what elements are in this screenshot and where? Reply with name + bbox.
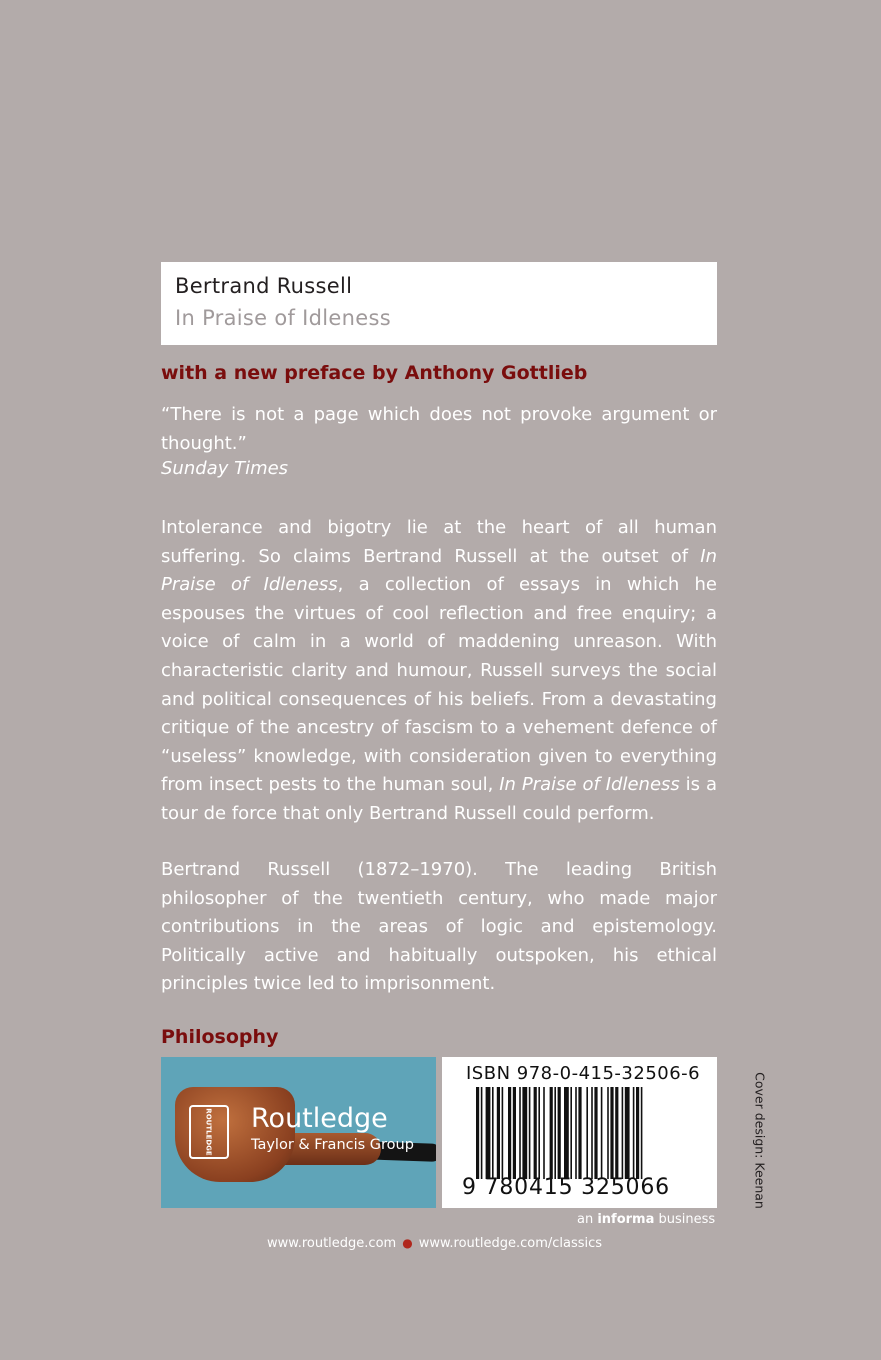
author-bio: Bertrand Russell (1872–1970). The leading British philosopher of the twentieth century, who made major contributions in the areas of logic and epistemology. Politically active and habitually outspoken, his ethical principles twice led to imprisonment. [161, 859, 717, 995]
quote-source: Sunday Times [161, 458, 289, 479]
review-quote: “There is not a page which does not provoke argument or thought.” [161, 404, 717, 454]
description-title-2: In Praise of Idleness [499, 774, 680, 796]
description-text-2: , a collection of essays in which he espouses the virtues of cool reflection and free enquiry; a voice of calm in a world of maddening unreason. With characteristic clarity and humour, Russell surveys the social and political consequences of his beliefs. From a devastating critique of the ancestry of fascism to a vehement defence of “useless” knowledge, with consideration given to everything from insect pests to the human soul, [161, 574, 717, 796]
publisher-group: Taylor & Francis Group [251, 1137, 414, 1153]
author-name: Bertrand Russell [175, 274, 353, 298]
routledge-logo-icon [189, 1105, 229, 1159]
publisher-logo-panel [161, 1057, 436, 1208]
description-paragraph [161, 514, 717, 829]
informa-brand: informa [597, 1212, 655, 1227]
url-routledge[interactable]: www.routledge.com [267, 1236, 397, 1251]
informa-tagline [577, 1212, 715, 1227]
book-title: In Praise of Idleness [175, 306, 391, 330]
url-classics[interactable]: www.routledge.com/classics [418, 1236, 603, 1251]
description-text-3: is a tour de force that only Bertrand Russell could perform. [161, 774, 717, 824]
bullet-icon: ● [402, 1236, 413, 1250]
subject-category: Philosophy [161, 1026, 279, 1048]
description-title-1: In Praise of Idleness [161, 545, 717, 596]
barcode-panel [442, 1057, 717, 1208]
informa-prefix: an [577, 1212, 598, 1227]
website-links [267, 1236, 602, 1251]
routledge-logo-text: ROUTLEDGE [205, 1108, 214, 1156]
preface-credit: with a new preface by Anthony Gottlieb [161, 362, 588, 384]
isbn-label: ISBN 978-0-415-32506-6 [466, 1063, 701, 1084]
cover-design-credit: Cover design: Keenan [752, 1072, 768, 1209]
description-text-1: Intolerance and bigotry lie at the heart of all human suffering. So claims Bertrand Russell at the outset of [161, 517, 717, 567]
title-panel [161, 262, 717, 345]
informa-suffix: business [654, 1212, 716, 1227]
publisher-name: Routledge [251, 1103, 388, 1134]
barcode-bars [476, 1087, 696, 1179]
barcode-digits: 9 780415 325066 [462, 1175, 670, 1200]
